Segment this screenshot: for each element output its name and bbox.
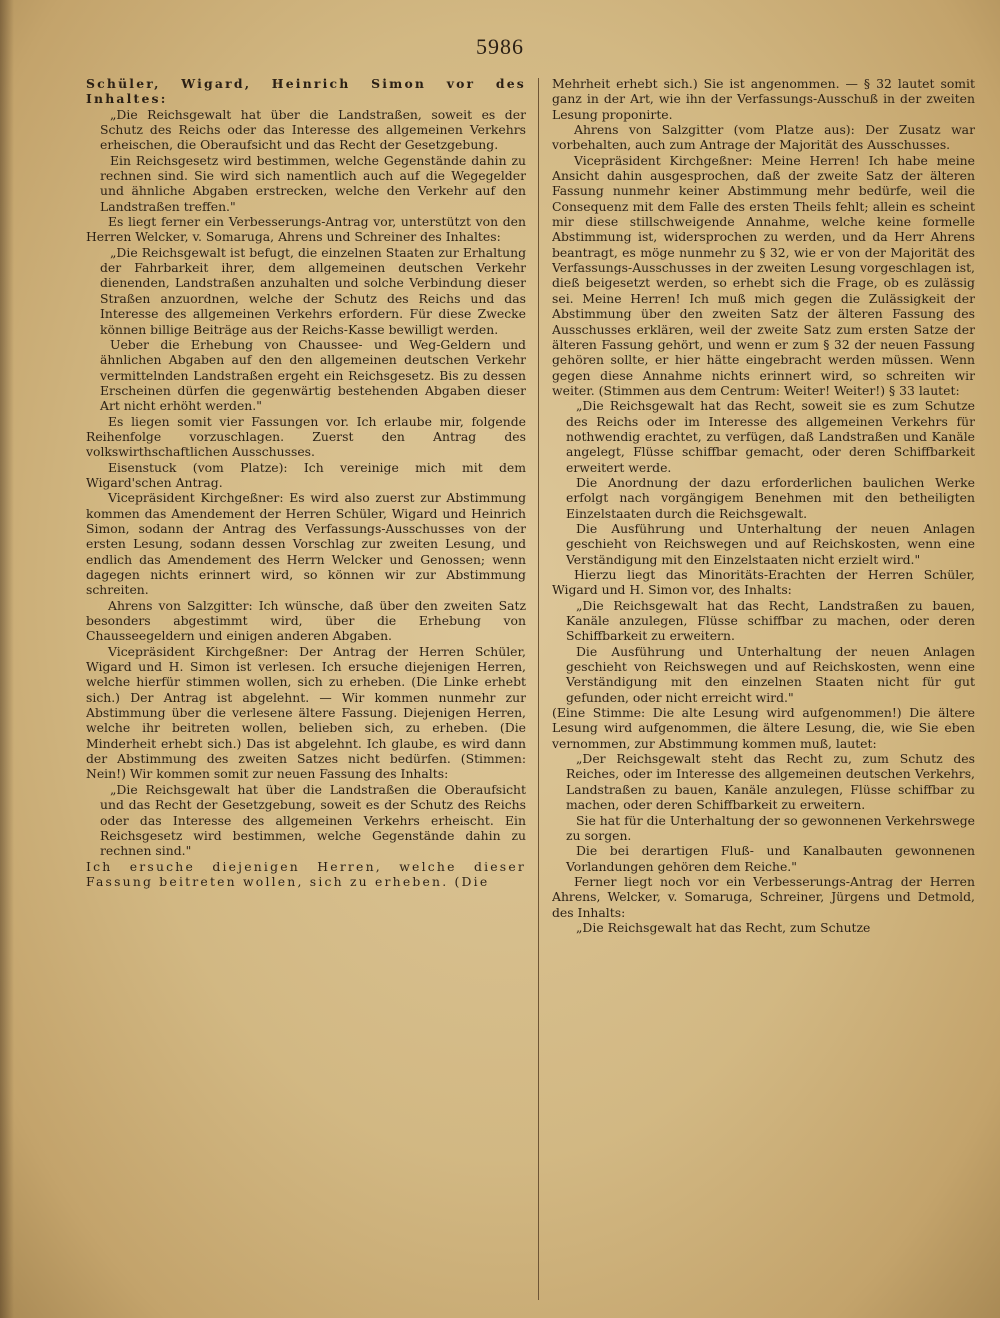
left-para-1: Schüler, Wigard, Heinrich Simon vor des Inhaltes:: [86, 76, 526, 107]
right-column: [552, 76, 975, 1301]
left-para-11: Vicepräsident Kirchgeßner: Der Antrag der Herren Schüler, Wigard und H. Simon ist verlesen. Ich ersuche diejenigen Herren, welche hierfür stimmen wollen, sich zu erheben. (Die Linke erhebt sich.) Der Antrag ist abgelehnt. — Wir kommen nunmehr zur Abstimmung über die verlesene ältere Fassung. Diejenigen Herren, welche ihr beitreten wollen, belieben sich, zu erheben. (Die Minderheit erhebt sich.) Das ist abgelehnt. Ich glaube, es wird dann der Abstimmung des zweiten Satzes nicht bedürfen. (Stimmen: Nein!) Wir kommen somit zur neuen Fassung des Inhalts:: [86, 643, 526, 782]
left-para-8: Eisenstuck (vom Platze): Ich vereinige mich mit dem Wigard'schen Antrag.: [86, 459, 526, 490]
page-edge-shadow: [0, 0, 14, 1318]
right-para-9: Die Ausführung und Unterhaltung der neuen Anlagen geschieht von Reichswegen und auf Reichskosten, wenn eine Verständigung mit den einzelnen Staaten nicht für gut gefunden, oder nicht erreicht wird.": [566, 643, 975, 705]
right-para-1: Mehrheit erhebt sich.) Sie ist angenommen. — § 32 lautet somit ganz in der Art, wie ihn der Verfassungs-Ausschuß in der zweiten Lesung proponirte.: [552, 76, 975, 122]
right-para-4: „Die Reichsgewalt hat das Recht, soweit sie es zum Schutze des Reichs oder im Interesse des allgemeinen Verkehrs für nothwendig erachtet, zu verfügen, daß Landstraßen und Kanäle angelegt, Flüsse schiffbar gemacht, oder deren Schiffbarkeit erweitert werde.: [566, 398, 975, 475]
right-para-2: Ahrens von Salzgitter (vom Platze aus): Der Zusatz war vorbehalten, auch zum Antrage der Majorität des Ausschusses.: [552, 122, 975, 153]
left-para-13: Ich ersuche diejenigen Herren, welche dieser Fassung beitreten wollen, sich zu erheben. (Die: [86, 858, 526, 889]
right-para-12: Sie hat für die Unterhaltung der so gewonnenen Verkehrswege zu sorgen.: [566, 812, 975, 843]
right-para-5: Die Anordnung der dazu erforderlichen baulichen Werke erfolgt nach vorgängigem Benehmen mit den betheiligten Einzelstaaten durch die Reichsgewalt.: [566, 474, 975, 521]
right-para-3: Vicepräsident Kirchgeßner: Meine Herren! Ich habe meine Ansicht dahin ausgesprochen, daß der zweite Satz der älteren Fassung nunmehr keiner Abstimmung mehr bedürfe, weil die Consequenz mit dem Falle des ersten Theils fehlt; allein es scheint mir diese stillschweigende Annahme, welche keine formelle Abstimmung ist, widersprochen zu werden, und da Herr Ahrens beantragt, es möge nunmehr zu § 32, wie er von der Majorität des Verfassungs-Ausschusses in der zweiten Lesung vorgeschlagen ist, dieß beigesetzt werden, so erhebt sich die Frage, ob es zulässig sei. Meine Herren! Ich muß mich gegen die Zulässigkeit der Abstimmung über den zweiten Satz der älteren Fassung des Ausschusses erklären, weil der zweite Satz zum ersten Satze der älteren Fassung gehört, und wenn er zum § 32 der neuen Fassung gehören sollte, er hier hätte eingebracht werden müssen. Wenn gegen diese Annahme nichts erinnert wird, so schreiten wir weiter. (Stimmen aus dem Centrum: Weiter! Weiter!) § 33 lautet:: [552, 152, 975, 398]
right-para-11: „Der Reichsgewalt steht das Recht zu, zum Schutz des Reiches, oder im Interesse des allgemeinen deutschen Verkehrs, Landstraßen zu bauen, Kanäle anzulegen, Flüsse schiffbar zu machen, oder deren Schiffbarkeit zu erweitern.: [566, 751, 975, 813]
left-para-4: Es liegt ferner ein Verbesserungs-Antrag vor, unterstützt von den Herren Welcker, v. Somaruga, Ahrens und Schreiner des Inhaltes:: [86, 214, 526, 245]
left-column: [86, 76, 526, 1301]
left-para-6: Ueber die Erhebung von Chaussee- und Weg-Geldern und ähnlichen Abgaben auf den den allgemeinen deutschen Verkehr vermittelnden Landstraßen ergeht ein Reichsgesetz. Bis zu dessen Erscheinen dürfen die gegenwärtig bestehenden Abgaben dieser Art nicht erhöht werden.": [100, 336, 526, 414]
left-para-7: Es liegen somit vier Fassungen vor. Ich erlaube mir, folgende Reihenfolge vorzuschlagen. Zuerst den Antrag des volkswirthschaftlichen Ausschusses.: [86, 413, 526, 460]
right-para-10: (Eine Stimme: Die alte Lesung wird aufgenommen!) Die ältere Lesung wird aufgenommen, die ältere Lesung, die, wie Sie eben vernommen, zur Abstimmung kommen muß, lautet:: [552, 705, 975, 751]
left-para-10: Ahrens von Salzgitter: Ich wünsche, daß über den zweiten Satz besonders abgestimmt wird, über die Erhebung von Chausseegeldern und einigen anderen Abgaben.: [86, 597, 526, 644]
left-para-9: Vicepräsident Kirchgeßner: Es wird also zuerst zur Abstimmung kommen das Amendement der Herren Schüler, Wigard und Heinrich Simon, sodann der Antrag des Verfassungs-Ausschusses von der ersten Lesung, sodann dessen Vorschlag zur zweiten Lesung, und endlich das Amendement des Herrn Welcker und Genossen; wenn dagegen nichts erinnert wird, so können wir zur Abstimmung schreiten.: [86, 490, 526, 598]
right-para-6: Die Ausführung und Unterhaltung der neuen Anlagen geschieht von Reichswegen und auf Reichskosten, wenn eine Verständigung mit den Einzelstaaten nicht erzielt wird.": [566, 520, 975, 567]
page-number: 5986: [476, 34, 524, 59]
left-para-5: „Die Reichsgewalt ist befugt, die einzelnen Staaten zur Erhaltung der Fahrbarkeit ihrer, dem allgemeinen deutschen Verkehr dienenden, Landstraßen anzuhalten und solche Verbindung dieser Straßen anzuordnen, welche der Schutz des Reichs und das Interesse des allgemeinen Verkehrs erfordern. Für diese Zwecke können billige Beiträge aus der Reichs-Kasse bewilligt werden.: [100, 244, 526, 337]
right-para-7: Hierzu liegt das Minoritäts-Erachten der Herren Schüler, Wigard und H. Simon vor, des Inhalts:: [552, 567, 975, 598]
left-para-2: „Die Reichsgewalt hat über die Landstraßen, soweit es der Schutz des Reichs oder das Interesse des allgemeinen Verkehrs erheischen, die Oberaufsicht und das Recht der Gesetzgebung.: [100, 106, 526, 153]
right-para-14: Ferner liegt noch vor ein Verbesserungs-Antrag der Herren Ahrens, Welcker, v. Somaruga, Schreiner, Jürgens und Detmold, des Inhalts:: [552, 873, 975, 920]
right-para-13: Die bei derartigen Fluß- und Kanalbauten gewonnenen Vorlandungen gehören dem Reiche.": [566, 843, 975, 874]
left-para-3: Ein Reichsgesetz wird bestimmen, welche Gegenstände dahin zu rechnen sind. Sie wird sich namentlich auch auf die Wegegelder und ähnliche Abgaben erstrecken, welche den Verkehr auf den Landstraßen treffen.": [100, 152, 526, 214]
right-para-8: „Die Reichsgewalt hat das Recht, Landstraßen zu bauen, Kanäle anzulegen, Flüsse schiffbar zu machen, oder deren Schiffbarkeit zu erweitern.: [566, 597, 975, 644]
left-para-12: „Die Reichsgewalt hat über die Landstraßen die Oberaufsicht und das Recht der Gesetzgebung, soweit es der Schutz des Reichs oder das Interesse des allgemeinen Verkehrs erheischt. Ein Reichsgesetz wird bestimmen, welche Gegenstände dahin zu rechnen sind.": [100, 781, 526, 859]
column-divider: [538, 78, 539, 1300]
right-para-15: „Die Reichsgewalt hat das Recht, zum Schutze: [576, 919, 871, 935]
